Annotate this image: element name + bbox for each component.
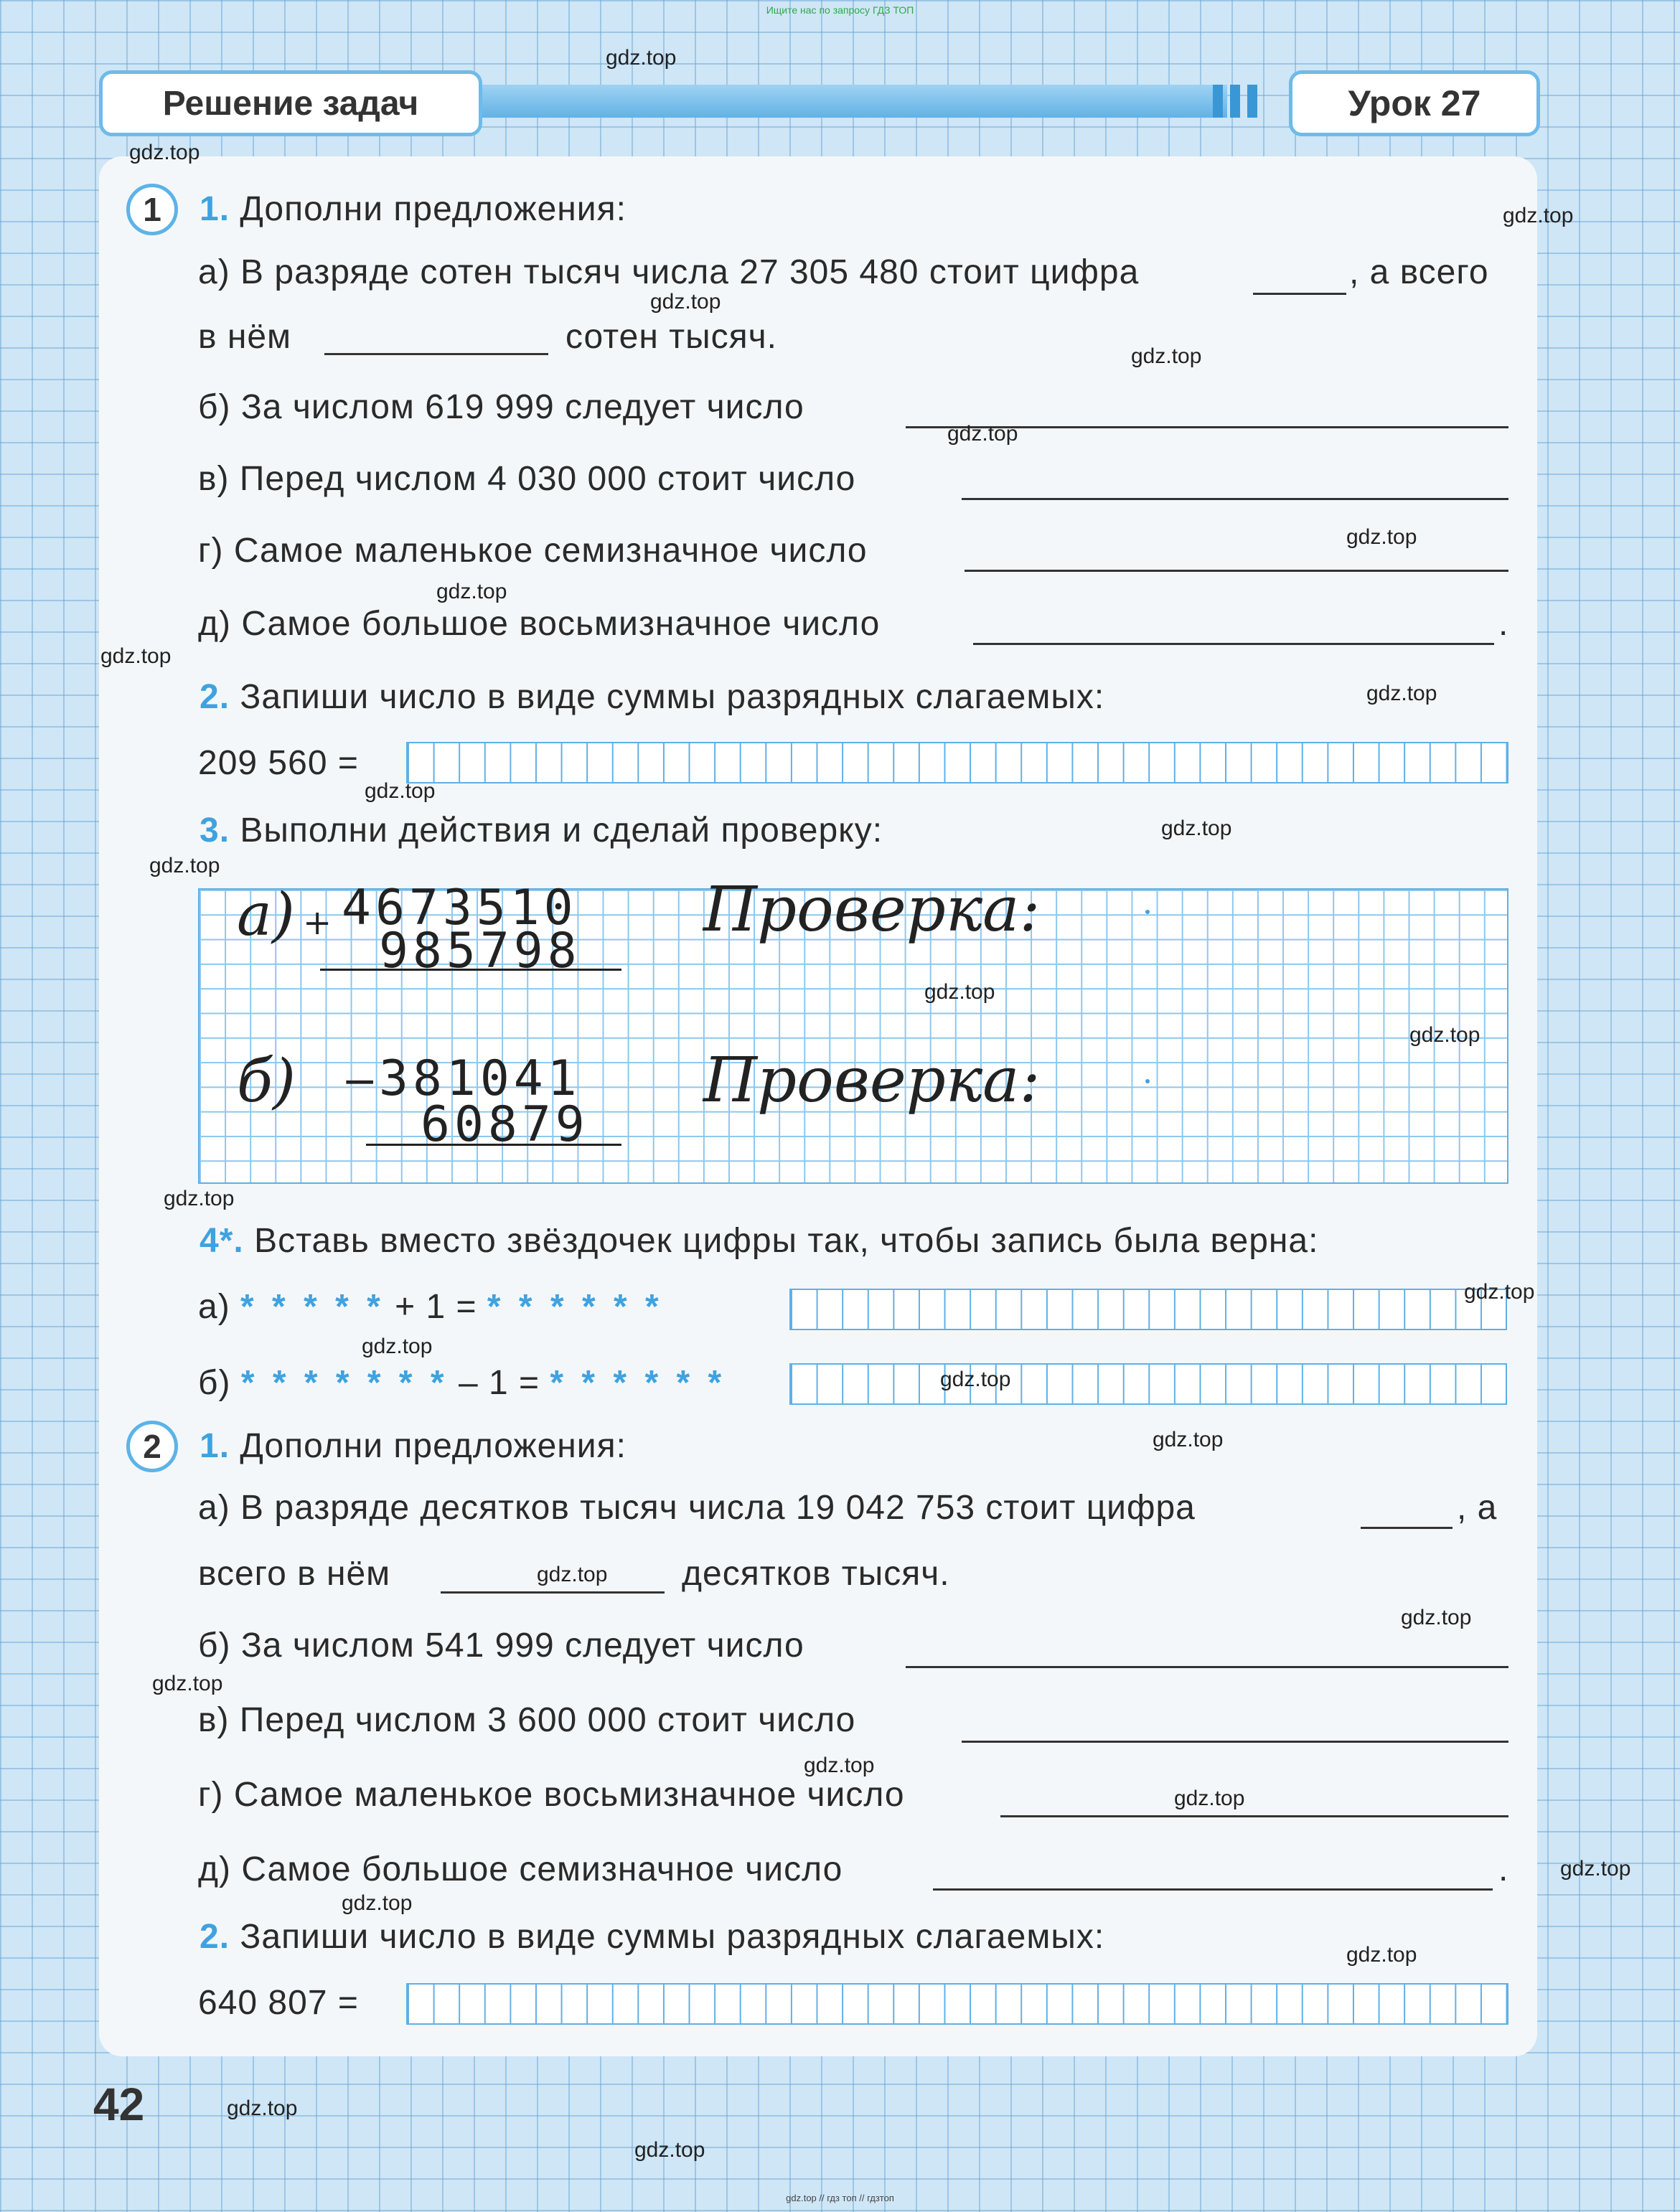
- answer-blank-v[interactable]: [962, 498, 1508, 500]
- task-number: 4*.: [200, 1222, 244, 1260]
- sentence-a-line1: а) В разряде сотен тысяч числа 27 305 480 стоит цифра: [198, 253, 1140, 291]
- watermark: gdz.top: [164, 1187, 235, 1210]
- answer-blank-d[interactable]: [973, 643, 1494, 645]
- sentence-a-line2-start: в нём: [198, 318, 292, 356]
- task-1-heading: [200, 1426, 627, 1466]
- sentence-b: б) За числом 541 999 следует число: [198, 1627, 804, 1665]
- variant-2-badge: 2: [126, 1421, 178, 1472]
- sentence-a-line2-end: сотен тысяч.: [566, 318, 777, 356]
- answer-blank-count[interactable]: [324, 353, 548, 355]
- minuend: 381041: [379, 1050, 581, 1107]
- star-digits-left: * * * * *: [240, 1288, 385, 1326]
- answer-blank-count[interactable]: [441, 1591, 665, 1594]
- task-number: 2.: [200, 678, 230, 716]
- watermark: gdz.top: [100, 644, 172, 668]
- answer-blank-g[interactable]: [965, 570, 1508, 572]
- task-2-heading: [200, 677, 1104, 717]
- page-number: 42: [93, 2079, 145, 2130]
- answer-cells-sum[interactable]: [406, 742, 1508, 783]
- task-title: Дополни предложения:: [240, 1427, 627, 1465]
- task-3-heading: [200, 811, 883, 850]
- watermark: gdz.top: [129, 141, 200, 164]
- watermark: gdz.top: [634, 2138, 705, 2162]
- answer-cells-4b[interactable]: [789, 1363, 1507, 1405]
- task-number: 2.: [200, 1918, 230, 1956]
- equation-middle: + 1 =: [395, 1288, 477, 1326]
- addend-bottom: 985798: [379, 923, 581, 979]
- top-note: Ищите нас по запросу ГДЗ ТОП: [766, 4, 914, 16]
- sentence-d-period: .: [1498, 1850, 1508, 1888]
- watermark: gdz.top: [940, 1368, 1011, 1391]
- task-1-heading: [200, 189, 627, 229]
- watermark: gdz.top: [1503, 204, 1574, 227]
- watermark: gdz.top: [537, 1563, 608, 1586]
- watermark: gdz.top: [804, 1754, 875, 1777]
- watermark: gdz.top: [606, 46, 677, 70]
- watermark: gdz.top: [152, 1672, 223, 1695]
- watermark: gdz.top: [1401, 1606, 1472, 1629]
- minus-sign: −: [342, 1056, 378, 1106]
- answer-cells-sum[interactable]: [406, 1983, 1508, 2025]
- watermark: gdz.top: [924, 980, 995, 1004]
- column-a-label: а): [237, 881, 295, 949]
- task-2-heading: [200, 1917, 1104, 1957]
- sentence-a-line1-end: , а: [1457, 1489, 1498, 1527]
- answer-blank-digit[interactable]: [1361, 1527, 1453, 1529]
- check-label-b: Проверка:: [703, 1045, 1041, 1116]
- watermark: gdz.top: [1464, 1280, 1535, 1304]
- answer-cells-4a[interactable]: [789, 1289, 1507, 1330]
- watermark: gdz.top: [365, 779, 436, 803]
- check-label-a: Проверка:: [703, 874, 1041, 946]
- task-title: Выполни действия и сделай проверку:: [240, 811, 883, 849]
- sentence-a-line2-start: всего в нём: [198, 1555, 391, 1593]
- header-stripes: [1213, 85, 1257, 118]
- star-digits-right: * * * * * *: [487, 1288, 663, 1326]
- bottom-note: gdz.top // гдз топ // гдзтоп: [786, 2193, 894, 2203]
- star-equation-b: [198, 1363, 726, 1403]
- grid-dot: [1145, 910, 1150, 914]
- watermark: gdz.top: [1560, 1857, 1631, 1881]
- sentence-g: г) Самое маленькое семизначное число: [198, 532, 868, 570]
- task-4-heading: [200, 1221, 1318, 1261]
- plus-sign: +: [303, 903, 332, 943]
- sentence-a-line2-end: десятков тысяч.: [682, 1555, 950, 1593]
- item-label: б): [198, 1364, 231, 1402]
- grid-dot: [1145, 1079, 1150, 1083]
- expansion-expression: 640 807 =: [198, 1984, 359, 2022]
- item-label: а): [198, 1288, 230, 1326]
- watermark: gdz.top: [227, 2096, 298, 2120]
- task-title: Запиши число в виде суммы разрядных слагаемых:: [240, 678, 1105, 716]
- answer-blank-v[interactable]: [962, 1741, 1508, 1743]
- equation-middle: – 1 =: [458, 1364, 540, 1402]
- watermark: gdz.top: [1174, 1787, 1245, 1810]
- sum-underline: [320, 969, 621, 971]
- watermark: gdz.top: [342, 1891, 413, 1915]
- subtrahend: 60879: [421, 1096, 589, 1153]
- watermark: gdz.top: [1346, 525, 1417, 549]
- task-number: 3.: [200, 811, 230, 849]
- sentence-a-line1-end: , а всего: [1349, 253, 1489, 291]
- header-bar: [466, 85, 1227, 118]
- watermark: gdz.top: [1409, 1023, 1480, 1047]
- column-b-label: б): [237, 1048, 296, 1116]
- star-digits-right: * * * * * *: [550, 1364, 726, 1402]
- watermark: gdz.top: [1153, 1428, 1224, 1451]
- watermark: gdz.top: [1161, 816, 1232, 840]
- star-equation-a: [198, 1287, 663, 1327]
- watermark: gdz.top: [1366, 682, 1437, 705]
- sentence-v: в) Перед числом 3 600 000 стоит число: [198, 1701, 856, 1739]
- watermark: gdz.top: [1131, 344, 1202, 368]
- watermark: gdz.top: [947, 422, 1018, 446]
- sentence-b: б) За числом 619 999 следует число: [198, 388, 804, 426]
- lesson-label: Урок 27: [1289, 70, 1540, 136]
- task-title: Запиши число в виде суммы разрядных слагаемых:: [240, 1918, 1105, 1956]
- sentence-a-line1: а) В разряде десятков тысяч числа 19 042 753 стоит цифра: [198, 1489, 1196, 1527]
- addend-top: 4673510: [342, 880, 578, 936]
- answer-blank-d[interactable]: [933, 1888, 1493, 1891]
- watermark: gdz.top: [650, 290, 721, 314]
- sentence-d-period: .: [1498, 605, 1508, 643]
- difference-underline: [366, 1144, 621, 1146]
- sentence-v: в) Перед числом 4 030 000 стоит число: [198, 460, 856, 498]
- sentence-g: г) Самое маленькое восьмизначное число: [198, 1776, 905, 1814]
- section-title: Решение задач: [99, 70, 482, 136]
- task-title: Вставь вместо звёздочек цифры так, чтобы запись была верна:: [254, 1222, 1319, 1260]
- watermark: gdz.top: [436, 580, 507, 603]
- answer-blank-b[interactable]: [906, 1666, 1508, 1668]
- task-number: 1.: [200, 190, 230, 228]
- watermark: gdz.top: [362, 1335, 433, 1358]
- answer-blank-g[interactable]: [1000, 1815, 1508, 1817]
- watermark: gdz.top: [149, 854, 220, 877]
- answer-blank-digit[interactable]: [1253, 293, 1346, 295]
- expansion-expression: 209 560 =: [198, 744, 359, 782]
- variant-1-badge: 1: [126, 184, 178, 235]
- star-digits-left: * * * * * * *: [240, 1364, 449, 1402]
- sentence-d: д) Самое большое восьмизначное число: [198, 605, 881, 643]
- task-number: 1.: [200, 1427, 230, 1465]
- task-title: Дополни предложения:: [240, 190, 627, 228]
- watermark: gdz.top: [1346, 1943, 1417, 1967]
- sentence-d: д) Самое большое семизначное число: [198, 1850, 843, 1888]
